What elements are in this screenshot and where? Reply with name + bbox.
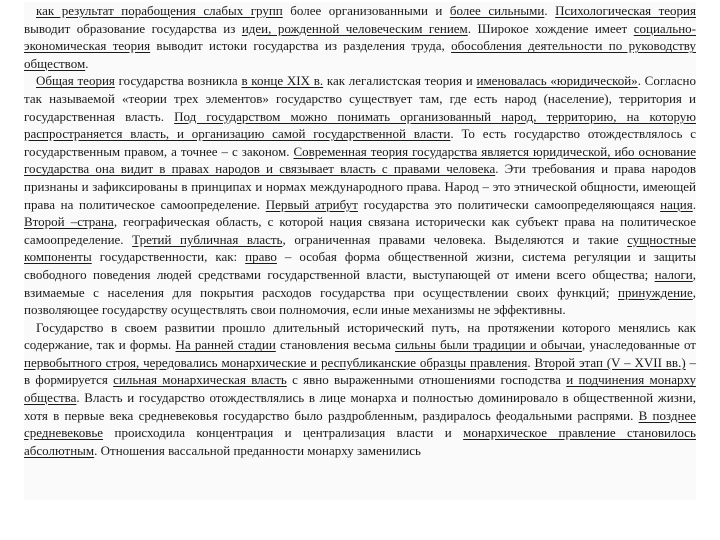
text-run: , географическая область, с которой нация связана исторически как субъект права на политическое самоопределение.	[24, 214, 696, 247]
underlined-text: Третий публичная власть	[132, 231, 283, 247]
underlined-text: в конце XIX в.	[241, 73, 324, 89]
underlined-text: право	[245, 249, 277, 265]
underlined-text: Первый атрибут	[265, 196, 358, 212]
text-run: .	[692, 196, 696, 212]
text-run: . Эти требования и права народов признаны и зафиксированы в принципах и нормах международного права. Народ – это этнической общности, имеющей права на политическое самоопределение.	[24, 161, 696, 212]
text-run: , унаследованные от	[582, 337, 696, 353]
text-run: , ограниченная правами человека. Выделяются и такие	[282, 231, 628, 247]
text-run: . Власть и государство отождествлялись в лице монарха и полностью доминировало в общественной жизни, хотя в первые века средневековья государство было раздробленным, раздиралось феодальными распрями.	[24, 390, 696, 423]
text-run: .	[85, 55, 89, 71]
underlined-text: Общая теория	[36, 73, 115, 89]
underlined-text: и подчинения монарху общества	[24, 372, 696, 406]
document-page	[24, 2, 696, 500]
underlined-text: монархическое правление становилось абсолютным	[24, 425, 696, 458]
text-run: государства возникла	[114, 73, 242, 89]
underlined-text: именовалась «юридической»	[476, 73, 638, 89]
underlined-text: сильны были традиции и обычаи	[395, 337, 583, 353]
underlined-text: идеи, рожденной человеческим гением	[241, 20, 468, 36]
underlined-text: первобытного строя, чередовались монархические и республиканские образцы правления	[24, 354, 528, 370]
underlined-text: сильная монархическая власть	[113, 372, 287, 388]
underlined-text: обособления деятельности по руководству обществом	[24, 38, 696, 71]
text-run: . То есть государство отождествлялось с государственным правом, а точнее – с законом.	[24, 126, 696, 159]
text-run: Государство в своем развитии прошло длительный исторический путь, на протяжении которого менялись как содержание, так и формы.	[24, 319, 696, 353]
text-run: выводит истоки государства из разделения труда,	[150, 38, 452, 54]
text-run: происходила концентрация и централизация власти и	[103, 425, 464, 441]
underlined-text: Под государством можно понимать организованный народ, территорию, на которую распространяется власть, и организацию самой государственной власти	[24, 108, 696, 142]
underlined-text: В позднее средневековье	[24, 407, 696, 441]
text-run: более организованными и	[282, 3, 450, 18]
underlined-text: принуждение	[618, 284, 693, 300]
text-run: , позволяющее государству осуществлять свои полномочия, если иные механизмы не эффективны.	[24, 284, 696, 318]
text-run: .	[527, 354, 535, 370]
underlined-text: как результат порабощения слабых групп	[36, 3, 283, 18]
underlined-text: На ранней стадии	[175, 337, 276, 353]
paragraph	[24, 319, 696, 460]
underlined-text: Психологическая теория	[555, 3, 696, 18]
text-run: . Согласно так называемой «теории трех элементов» государство существует там, где есть народ (население), территория и государственная власть.	[24, 73, 696, 124]
text-run: . Широкое хождение имеет	[467, 20, 634, 36]
text-run: – в формируется	[24, 354, 697, 388]
underlined-text: сущностные компоненты	[24, 231, 696, 265]
underlined-text: более сильными	[449, 3, 545, 18]
underlined-text: Второй –страна	[24, 214, 114, 230]
underlined-text: социально-экономическая теория	[24, 20, 696, 54]
text-run: государства это политически самоопределяющаяся	[357, 196, 661, 212]
text-run: становления весьма	[275, 337, 396, 353]
paragraph	[24, 72, 696, 318]
underlined-text: Второй этап (V – XVII вв.)	[534, 354, 686, 370]
paragraph	[24, 2, 696, 72]
underlined-text: налоги	[654, 266, 693, 282]
text-run: – особая форма общественной жизни, система регуляции и защиты свободного поведения людей средствами государственной власти, выступающей от имени всего общества;	[24, 249, 696, 282]
text-run: выводит образование государства из	[24, 20, 242, 36]
text-run: с явно выраженными отношениями господства	[286, 372, 567, 388]
underlined-text: Современная теория государства является юридической, ибо основание государства она видит в правах народов и связывает власть с правами человека	[24, 143, 696, 177]
underlined-text: нация	[660, 196, 693, 212]
text-run: . Отношения вассальной преданности монарху заменились	[94, 442, 421, 458]
text-run: .	[544, 3, 556, 18]
text-run: государственности, как:	[91, 249, 246, 265]
text-run: , взимаемые с населения для покрытия расходов государства при осуществлении своих функций;	[24, 266, 696, 300]
text-run: как легалистская теория и	[323, 73, 477, 89]
